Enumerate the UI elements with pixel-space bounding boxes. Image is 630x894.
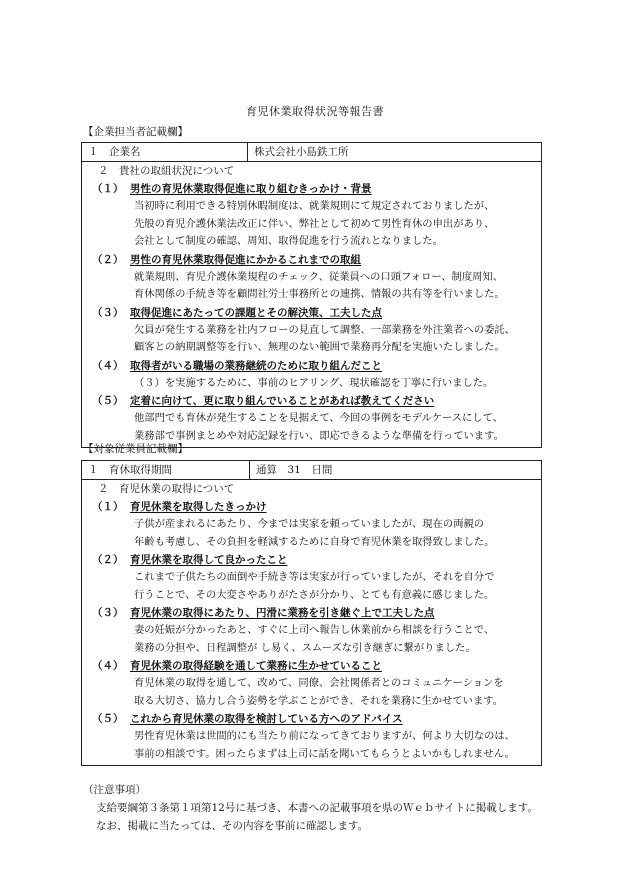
question-number: （４） <box>92 359 124 372</box>
answer-line: 欠員が発生する業務を社内フローの見直して調整、一部業務を外注業者への委託、 <box>134 323 515 336</box>
qa-item <box>92 710 535 763</box>
answer-line: 先般の育児介護休業法改正に伴い、弊社として初めて男性育休の申出があり、 <box>134 217 495 230</box>
answer-line: 当初時に利用できる特別休暇制度は、就業規則にて規定されておりましたが、 <box>134 200 495 212</box>
answer-line: 就業規則、育児介護休業規程のチェック、従業員への口頭フォロー、制度周知、 <box>134 270 504 283</box>
question-line <box>92 710 535 728</box>
question-number: （３） <box>92 607 124 619</box>
answer-line: 男性育児休業は世間的にも当たり前になってきておりますが、何より大切なのは、 <box>134 730 515 742</box>
question-line <box>92 357 535 375</box>
answer-line: これまで子供たちの面倒や手続き等は実家が行っていましたが、それを自分で <box>134 571 495 583</box>
answer-line: 取る大切さ、協力し合う姿勢を学ぶことができ、それを業務に生かせています。 <box>134 694 504 707</box>
answer-line: 他部門でも育休が発生することを見据えて、今回の事例をモデルケースにして、 <box>134 412 504 424</box>
question-text: 育児休業を取得して良かったこと <box>130 554 288 566</box>
notes-line: 支給要綱第３条第１項第12号に基づき、本書への記載事項を県のＷｅｂサイトに掲載します。 <box>96 802 538 814</box>
answer-line: 顧客との納期調整等を行い、無理のない範囲で業務再分配を実施いたしました。 <box>134 341 505 353</box>
leave-period-key: １ 育休取得期間 <box>82 461 250 480</box>
qa-item <box>92 551 535 604</box>
question-number: （３） <box>92 306 124 319</box>
question-text: 育児休業の取得経験を通して業務に生かせていること <box>130 660 382 672</box>
question-line <box>92 657 535 675</box>
qa-item <box>92 304 535 357</box>
qa-item <box>92 604 535 657</box>
answer-line: （３）を実施するために、事前のヒアリング、現状確認を丁寧に行いました。 <box>134 376 494 389</box>
answer-line: 育児休業の取得を通して、改めて、同僚、会社関係者とのコミュニケーションを <box>134 677 504 689</box>
company-initiatives-heading: ２ 貴社の取組状況について <box>98 165 235 177</box>
notes-line: なお、掲載に当たっては、その内容を事前に確認します。 <box>96 820 369 832</box>
question-line <box>92 180 535 198</box>
employee-leave-heading: ２ 育児休業の取得について <box>98 483 235 495</box>
question-number: （５） <box>92 713 124 725</box>
answer-line: 年齢も考慮し、その負担を軽減するために自身で育児休業を取得致しました。 <box>134 535 495 548</box>
question-text: 取得促進にあたっての課題とその解決策、工夫した点 <box>130 306 382 319</box>
question-text: 男性の育児休業取得促進に取り組むきっかけ・背景 <box>130 183 372 195</box>
question-text: 男性の育児休業取得促進にかかるこれまでの取組 <box>130 253 361 266</box>
answer-line: 業務の分担や、日程調整が し易く、スムーズな引き継ぎに繋がりました。 <box>134 641 476 654</box>
question-number: （２） <box>92 554 124 566</box>
qa-item <box>92 180 535 251</box>
question-line <box>92 604 535 622</box>
question-line <box>92 498 535 516</box>
question-line <box>92 551 535 569</box>
qa-item <box>92 498 535 551</box>
employee-leave-cell <box>82 480 542 766</box>
company-name-key: １ 企業名 <box>82 143 248 162</box>
answer-line: 業務部で事例まとめや対応記録を行い、即応できるような準備を行っています。 <box>134 429 504 442</box>
answer-line: 事前の相談です。困ったらまずは上司に話を聞いてもらうとよいかもしれません。 <box>134 747 515 760</box>
employee-section-label: 【対象従業員記載欄】 <box>83 443 188 455</box>
question-text: 取得者がいる職場の業務継続のために取り組んだこと <box>130 359 382 372</box>
qa-item <box>92 357 535 393</box>
question-number: （１） <box>92 501 124 513</box>
answer-line: 妻の妊娠が分かったあと、すぐに上司へ報告し休業前から相談を行うことで、 <box>134 624 495 636</box>
employee-table <box>81 460 542 766</box>
question-line <box>92 392 535 410</box>
qa-item <box>92 251 535 304</box>
question-text: これから育児休業の取得を検討している方へのアドバイス <box>130 713 403 725</box>
question-number: （５） <box>92 395 124 407</box>
company-name-value: 株式会社小島鉄工所 <box>248 143 542 162</box>
company-name-row <box>82 143 542 162</box>
qa-item <box>92 392 535 445</box>
document-title: 育児休業取得状況等報告書 <box>246 105 384 118</box>
answer-line: 子供が産まれるにあたり、今までは実家を頼っていましたが、現在の両親の <box>134 518 485 530</box>
notes-heading: （注意事項） <box>83 784 146 796</box>
answer-line: 育休関係の手続き等を顧問社労士事務所との連携、情報の共有等を行いました。 <box>134 288 505 300</box>
question-line <box>92 304 535 322</box>
question-text: 定着に向けて、更に取り組んでいることがあれば教えてください <box>130 395 435 407</box>
question-number: （４） <box>92 660 124 672</box>
leave-period-value: 通算 31 日間 <box>250 461 542 480</box>
question-text: 育児休業を取得したきっかけ <box>130 501 267 513</box>
question-line <box>92 251 535 269</box>
question-number: （１） <box>92 183 124 195</box>
company-table <box>81 142 542 448</box>
company-section-label: 【企業担当者記載欄】 <box>83 126 188 138</box>
company-initiatives-cell <box>82 162 542 448</box>
question-number: （２） <box>92 253 124 266</box>
answer-line: 行うことで、その大変さやありがたさが分かり、とても有意義に感じました。 <box>134 588 495 601</box>
qa-item <box>92 657 535 710</box>
question-text: 育児休業の取得にあたり、円滑に業務を引き継ぐ上で工夫した点 <box>130 607 435 619</box>
leave-period-row <box>82 461 542 480</box>
answer-line: 会社として制度の確認、周知、取得促進を行う流れとなりました。 <box>134 235 443 247</box>
